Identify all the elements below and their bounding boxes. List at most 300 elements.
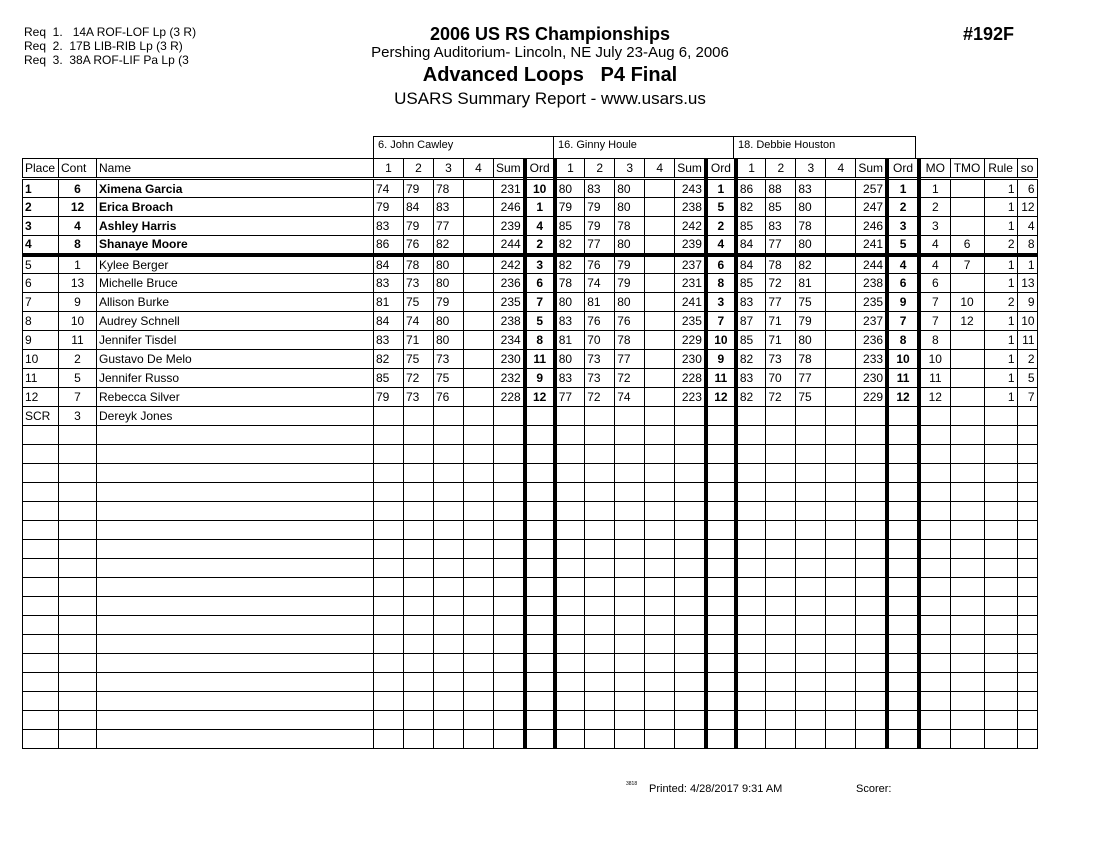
empty-cell [374, 559, 404, 578]
empty-cell [374, 597, 404, 616]
place-cell: 9 [23, 331, 59, 350]
judge3-score-4-cell [826, 274, 856, 293]
so-cell: 11 [1017, 331, 1037, 350]
judge3-score-4-cell [826, 293, 856, 312]
empty-cell [919, 559, 950, 578]
empty-cell [826, 730, 856, 749]
empty-cell [23, 521, 59, 540]
judge1-score-1-cell: 83 [374, 217, 404, 236]
judge1-ordinal-cell: 7 [525, 293, 555, 312]
col-mo: MO [919, 159, 950, 179]
empty-cell [374, 673, 404, 692]
col-judge1-3: 3 [434, 159, 464, 179]
empty-cell [984, 521, 1017, 540]
empty-cell [464, 464, 494, 483]
judge3-score-2-cell: 88 [766, 179, 796, 198]
judge2-score-2-cell: 70 [585, 331, 615, 350]
empty-cell [645, 597, 675, 616]
empty-cell [887, 578, 919, 597]
place-cell: 11 [23, 369, 59, 388]
judge3-score-4-cell [826, 350, 856, 369]
empty-cell [736, 426, 766, 445]
empty-cell [434, 654, 464, 673]
judge1-ordinal-cell [525, 407, 555, 426]
cont-cell: 8 [59, 236, 97, 255]
empty-cell [919, 635, 950, 654]
empty-cell [736, 445, 766, 464]
empty-cell [59, 445, 97, 464]
judge3-score-4-cell [826, 312, 856, 331]
empty-cell [525, 616, 555, 635]
empty-cell [404, 559, 434, 578]
empty-cell [615, 673, 645, 692]
empty-cell [585, 502, 615, 521]
judge3-ordinal-cell: 10 [887, 350, 919, 369]
table-row [23, 388, 1038, 407]
judge1-score-2-cell: 72 [404, 369, 434, 388]
empty-cell [826, 711, 856, 730]
judge2-score-1-cell: 80 [555, 350, 585, 369]
empty-cell [434, 426, 464, 445]
empty-cell [919, 426, 950, 445]
skater-name-cell: Shanaye Moore [97, 236, 374, 255]
judge1-sum-cell: 235 [494, 293, 525, 312]
empty-cell [887, 502, 919, 521]
judge3-score-4-cell [826, 255, 856, 274]
event-title: Advanced Loops P4 Final [422, 64, 678, 86]
empty-cell [585, 730, 615, 749]
mo-cell: 8 [919, 331, 950, 350]
empty-cell [97, 730, 374, 749]
empty-cell [950, 692, 984, 711]
judge1-ordinal-cell: 9 [525, 369, 555, 388]
empty-cell [919, 445, 950, 464]
judge1-score-2-cell: 76 [404, 236, 434, 255]
judge3-score-2-cell [766, 407, 796, 426]
empty-row [23, 540, 1038, 559]
empty-cell [585, 483, 615, 502]
judge3-score-2-cell: 71 [766, 331, 796, 350]
empty-cell [736, 540, 766, 559]
tmo-cell [950, 331, 984, 350]
judge1-score-3-cell: 73 [434, 350, 464, 369]
judge2-sum-cell: 242 [675, 217, 706, 236]
cont-cell: 4 [59, 217, 97, 236]
empty-cell [706, 559, 736, 578]
judge3-score-4-cell [826, 331, 856, 350]
empty-cell [23, 673, 59, 692]
judge3-score-1-cell: 85 [736, 331, 766, 350]
judge2-score-4-cell [645, 388, 675, 407]
judge1-score-1-cell: 85 [374, 369, 404, 388]
empty-cell [796, 635, 826, 654]
empty-cell [766, 559, 796, 578]
judge3-score-1-cell: 83 [736, 369, 766, 388]
judge3-score-3-cell: 80 [796, 331, 826, 350]
empty-cell [585, 654, 615, 673]
empty-cell [23, 578, 59, 597]
empty-cell [856, 426, 887, 445]
judge1-score-3-cell: 76 [434, 388, 464, 407]
skater-name-cell: Michelle Bruce [97, 274, 374, 293]
col-name: Name [97, 159, 374, 179]
empty-cell [585, 521, 615, 540]
empty-cell [826, 597, 856, 616]
judge2-score-4-cell [645, 331, 675, 350]
empty-cell [59, 559, 97, 578]
judge1-score-4-cell [464, 388, 494, 407]
empty-cell [675, 540, 706, 559]
empty-cell [555, 730, 585, 749]
empty-cell [950, 616, 984, 635]
results-table [22, 158, 1038, 749]
judge3-score-1-cell: 82 [736, 388, 766, 407]
judge1-score-2-cell: 75 [404, 293, 434, 312]
judge3-ordinal-cell: 1 [887, 179, 919, 198]
empty-cell [887, 654, 919, 673]
judge3-score-4-cell [826, 198, 856, 217]
judge3-score-2-cell: 72 [766, 274, 796, 293]
empty-cell [404, 654, 434, 673]
empty-cell [984, 597, 1017, 616]
empty-cell [434, 711, 464, 730]
judge3-score-3-cell: 81 [796, 274, 826, 293]
judge1-ordinal-cell: 10 [525, 179, 555, 198]
judge1-ordinal-cell: 1 [525, 198, 555, 217]
empty-cell [464, 483, 494, 502]
judge1-score-4-cell [464, 274, 494, 293]
empty-cell [404, 635, 434, 654]
empty-cell [615, 635, 645, 654]
empty-cell [404, 445, 434, 464]
cont-cell: 3 [59, 407, 97, 426]
cont-cell: 6 [59, 179, 97, 198]
judge1-ordinal-cell: 12 [525, 388, 555, 407]
empty-cell [796, 616, 826, 635]
empty-cell [645, 521, 675, 540]
judge1-score-2-cell: 71 [404, 331, 434, 350]
empty-cell [1017, 540, 1037, 559]
judge2-score-4-cell [645, 236, 675, 255]
table-row [23, 331, 1038, 350]
empty-cell [585, 597, 615, 616]
empty-cell [615, 711, 645, 730]
judge3-sum-cell: 246 [856, 217, 887, 236]
empty-cell [59, 426, 97, 445]
empty-cell [585, 711, 615, 730]
judge3-score-1-cell: 87 [736, 312, 766, 331]
judge3-sum-cell: 257 [856, 179, 887, 198]
mo-cell: 4 [919, 236, 950, 255]
empty-cell [404, 578, 434, 597]
empty-cell [645, 635, 675, 654]
empty-cell [464, 597, 494, 616]
judge3-sum-cell: 241 [856, 236, 887, 255]
skater-name-cell: Ximena Garcia [97, 179, 374, 198]
empty-cell [887, 616, 919, 635]
skater-name-cell: Allison Burke [97, 293, 374, 312]
empty-cell [856, 559, 887, 578]
mo-cell: 2 [919, 198, 950, 217]
empty-cell [887, 673, 919, 692]
judge3-ordinal-cell: 7 [887, 312, 919, 331]
judge3-ordinal-cell: 3 [887, 217, 919, 236]
so-cell: 13 [1017, 274, 1037, 293]
report-header [300, 24, 800, 110]
requirements-list [24, 25, 196, 67]
empty-cell [736, 464, 766, 483]
empty-cell [555, 635, 585, 654]
requirement-3: Req 3. 38A ROF-LIF Pa Lp (3 [24, 53, 189, 67]
judge2-score-3-cell: 74 [615, 388, 645, 407]
empty-cell [826, 483, 856, 502]
empty-cell [675, 673, 706, 692]
empty-cell [645, 540, 675, 559]
empty-cell [404, 711, 434, 730]
cont-cell: 7 [59, 388, 97, 407]
judge3-sum-cell: 235 [856, 293, 887, 312]
empty-cell [59, 502, 97, 521]
judge2-score-4-cell [645, 369, 675, 388]
skater-name-cell: Rebecca Silver [97, 388, 374, 407]
championship-title: 2006 US RS Championships [429, 24, 671, 44]
empty-cell [984, 426, 1017, 445]
empty-cell [675, 559, 706, 578]
empty-cell [856, 654, 887, 673]
judge3-score-1-cell: 84 [736, 255, 766, 274]
judge3-score-2-cell: 85 [766, 198, 796, 217]
empty-cell [796, 597, 826, 616]
empty-cell [766, 730, 796, 749]
tmo-cell [950, 179, 984, 198]
empty-cell [766, 578, 796, 597]
empty-cell [766, 673, 796, 692]
empty-cell [434, 464, 464, 483]
rule-cell: 1 [984, 388, 1017, 407]
table-row [23, 293, 1038, 312]
judge1-score-2-cell: 79 [404, 217, 434, 236]
col-judge2-1: 1 [555, 159, 585, 179]
empty-cell [555, 673, 585, 692]
empty-row [23, 521, 1038, 540]
skater-name-cell: Ashley Harris [97, 217, 374, 236]
empty-cell [59, 578, 97, 597]
col-judge1-4: 4 [464, 159, 494, 179]
so-cell: 12 [1017, 198, 1037, 217]
empty-cell [887, 711, 919, 730]
judge2-ordinal-cell: 1 [706, 179, 736, 198]
judge3-score-2-cell: 72 [766, 388, 796, 407]
judge2-ordinal-cell: 4 [706, 236, 736, 255]
judge1-score-4-cell [464, 293, 494, 312]
empty-cell [675, 578, 706, 597]
judge1-score-1-cell: 74 [374, 179, 404, 198]
judge1-score-1-cell: 86 [374, 236, 404, 255]
judge2-score-3-cell: 78 [615, 217, 645, 236]
event-number: #192F [963, 24, 1015, 44]
judge2-score-1-cell: 79 [555, 198, 585, 217]
empty-cell [525, 445, 555, 464]
judge2-ordinal-cell: 3 [706, 293, 736, 312]
judge3-score-1-cell [736, 407, 766, 426]
cont-cell: 5 [59, 369, 97, 388]
judge2-sum-cell: 228 [675, 369, 706, 388]
skater-name-cell: Gustavo De Melo [97, 350, 374, 369]
judge2-score-3-cell: 80 [615, 198, 645, 217]
empty-cell [23, 616, 59, 635]
judge2-sum-cell: 241 [675, 293, 706, 312]
empty-cell [464, 502, 494, 521]
judge2-score-1-cell [555, 407, 585, 426]
mo-cell: 11 [919, 369, 950, 388]
rule-cell: 1 [984, 312, 1017, 331]
empty-cell [766, 635, 796, 654]
empty-cell [494, 540, 525, 559]
rule-cell: 2 [984, 293, 1017, 312]
empty-cell [615, 597, 645, 616]
empty-cell [404, 673, 434, 692]
judge3-score-1-cell: 85 [736, 217, 766, 236]
judge2-sum-cell: 223 [675, 388, 706, 407]
empty-cell [736, 559, 766, 578]
empty-cell [374, 692, 404, 711]
judge1-score-2-cell: 84 [404, 198, 434, 217]
empty-cell [856, 711, 887, 730]
empty-cell [97, 597, 374, 616]
so-cell: 10 [1017, 312, 1037, 331]
judge2-score-1-cell: 82 [555, 236, 585, 255]
empty-cell [984, 483, 1017, 502]
judge3-score-3-cell: 77 [796, 369, 826, 388]
judge3-sum-cell: 236 [856, 331, 887, 350]
empty-cell [23, 559, 59, 578]
requirement-2: Req 2. 17B LIB-RIB Lp (3 R) [24, 39, 183, 53]
empty-cell [984, 445, 1017, 464]
judge2-score-1-cell: 78 [555, 274, 585, 293]
judge3-score-3-cell: 78 [796, 217, 826, 236]
judge2-score-2-cell: 79 [585, 217, 615, 236]
empty-cell [585, 635, 615, 654]
judge3-score-3-cell: 78 [796, 350, 826, 369]
empty-cell [615, 540, 645, 559]
empty-cell [434, 578, 464, 597]
empty-cell [615, 483, 645, 502]
empty-cell [856, 578, 887, 597]
empty-cell [706, 692, 736, 711]
empty-cell [984, 711, 1017, 730]
col-judge3-3: 3 [796, 159, 826, 179]
judge2-score-2-cell: 77 [585, 236, 615, 255]
judge1-sum-cell: 231 [494, 179, 525, 198]
mo-cell: 1 [919, 179, 950, 198]
judge3-score-3-cell [796, 407, 826, 426]
empty-cell [706, 502, 736, 521]
judge2-sum-cell: 230 [675, 350, 706, 369]
so-cell [1017, 407, 1037, 426]
empty-cell [796, 559, 826, 578]
empty-cell [59, 483, 97, 502]
empty-cell [525, 578, 555, 597]
empty-cell [464, 426, 494, 445]
judge3-score-3-cell: 75 [796, 293, 826, 312]
empty-cell [675, 464, 706, 483]
empty-cell [97, 616, 374, 635]
judge1-score-3-cell: 78 [434, 179, 464, 198]
empty-cell [585, 578, 615, 597]
empty-cell [525, 483, 555, 502]
empty-cell [675, 692, 706, 711]
empty-cell [736, 635, 766, 654]
col-judge3-ord: Ord [887, 159, 919, 179]
empty-cell [826, 502, 856, 521]
empty-cell [23, 711, 59, 730]
empty-cell [856, 673, 887, 692]
col-so: so [1017, 159, 1037, 179]
empty-cell [919, 711, 950, 730]
judge2-score-1-cell: 82 [555, 255, 585, 274]
empty-cell [525, 426, 555, 445]
col-judge3-4: 4 [826, 159, 856, 179]
empty-cell [736, 654, 766, 673]
empty-cell [706, 635, 736, 654]
judge1-sum-cell: 236 [494, 274, 525, 293]
empty-cell [555, 597, 585, 616]
cont-cell: 2 [59, 350, 97, 369]
empty-cell [736, 730, 766, 749]
empty-cell [856, 597, 887, 616]
judge1-ordinal-cell: 2 [525, 236, 555, 255]
judge3-ordinal-cell: 12 [887, 388, 919, 407]
empty-cell [1017, 483, 1037, 502]
empty-cell [887, 635, 919, 654]
empty-cell [555, 616, 585, 635]
empty-cell [950, 426, 984, 445]
judge1-score-3-cell: 80 [434, 312, 464, 331]
empty-cell [59, 673, 97, 692]
col-judge1-2: 2 [404, 159, 434, 179]
empty-cell [23, 692, 59, 711]
empty-cell [887, 597, 919, 616]
empty-cell [585, 616, 615, 635]
empty-cell [675, 654, 706, 673]
empty-cell [766, 502, 796, 521]
skater-name-cell: Erica Broach [97, 198, 374, 217]
empty-cell [374, 464, 404, 483]
empty-cell [950, 673, 984, 692]
judge-header-3 [733, 136, 916, 158]
empty-cell [736, 597, 766, 616]
table-header-row [23, 159, 1038, 179]
empty-cell [97, 445, 374, 464]
tmo-cell: 7 [950, 255, 984, 274]
col-judge2-4: 4 [645, 159, 675, 179]
empty-cell [615, 521, 645, 540]
cont-cell: 11 [59, 331, 97, 350]
empty-cell [555, 502, 585, 521]
judge3-score-2-cell: 77 [766, 293, 796, 312]
empty-cell [555, 540, 585, 559]
judge2-ordinal-cell: 5 [706, 198, 736, 217]
requirement-1: Req 1. 14A ROF-LOF Lp (3 R) [24, 25, 197, 39]
cont-cell: 9 [59, 293, 97, 312]
empty-cell [1017, 730, 1037, 749]
empty-cell [766, 464, 796, 483]
table-row [23, 236, 1038, 255]
place-cell: 10 [23, 350, 59, 369]
cont-cell: 13 [59, 274, 97, 293]
empty-cell [984, 578, 1017, 597]
empty-cell [919, 654, 950, 673]
